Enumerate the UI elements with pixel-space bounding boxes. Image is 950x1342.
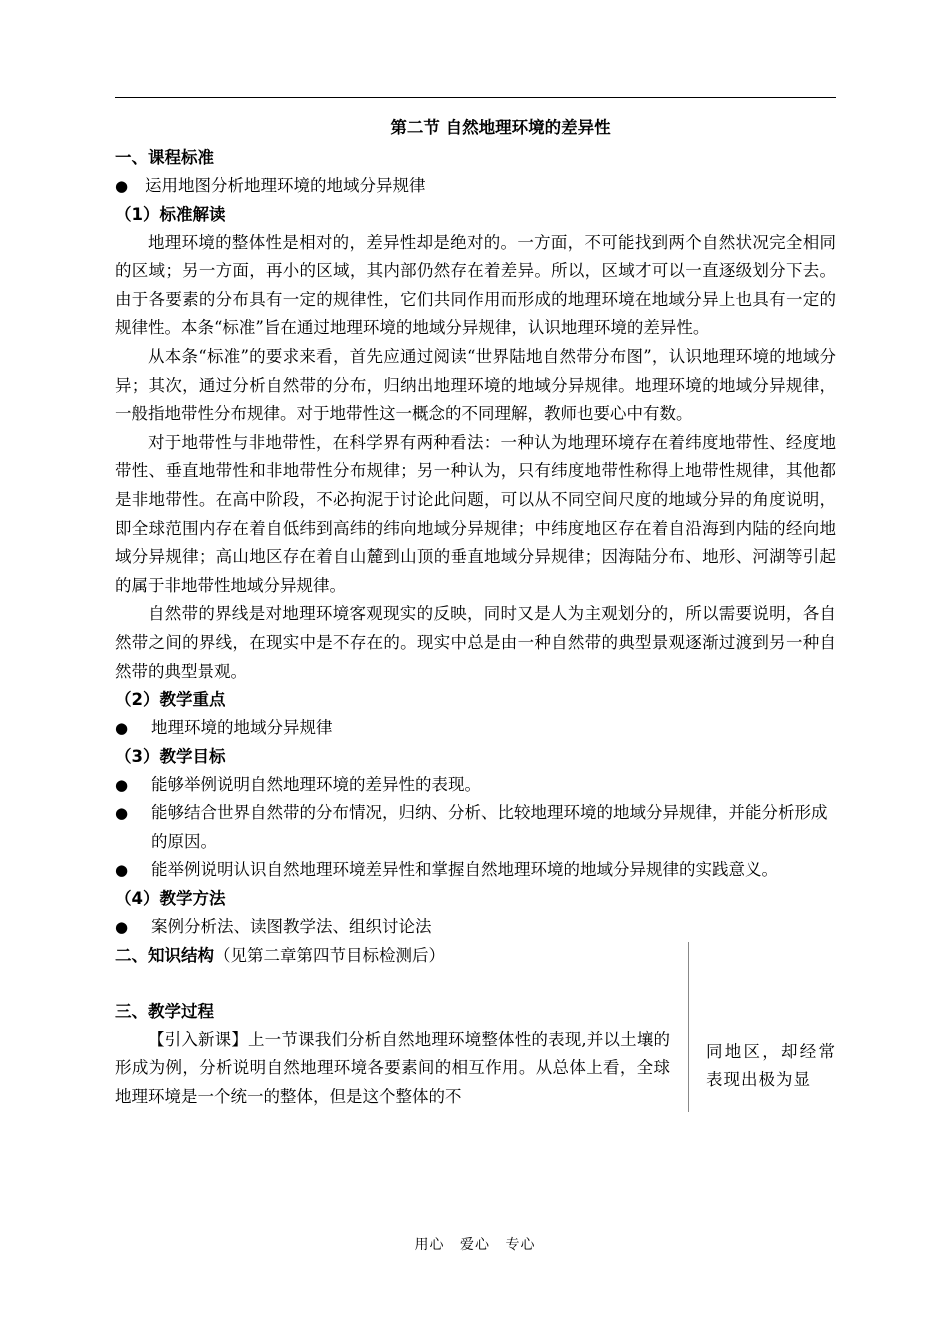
section-heading-standards: 一、课程标准 xyxy=(115,148,214,167)
footer-text: 爱心 xyxy=(460,1237,490,1253)
list-item-text: 能举例说明认识自然地理环境差异性和掌握自然地理环境的地域分异规律的实践意义。 xyxy=(151,860,778,880)
section-heading-text: 二、知识结构 xyxy=(115,945,214,965)
list-item xyxy=(115,913,836,942)
section-heading-process: 三、教学过程 xyxy=(115,1001,214,1021)
list-item xyxy=(115,771,836,800)
bullet-icon: ● xyxy=(115,719,129,738)
list-item-text: 运用地图分析地理环境的地域分异规律 xyxy=(145,176,426,195)
bullet-icon: ● xyxy=(115,861,129,880)
list-item xyxy=(115,714,836,743)
bullet-icon: ● xyxy=(115,177,129,195)
list-item-text: 地理环境的地域分异规律 xyxy=(151,718,333,738)
list-item xyxy=(115,799,836,856)
page-footer xyxy=(0,1234,950,1254)
subheading-methods: （4）教学方法 xyxy=(115,889,226,909)
list-item-text: 能够结合世界自然带的分布情况，归纳、分析、比较地理环境的地域分异规律，并能分析形成的原因。 xyxy=(151,803,828,851)
footer-text: 用心 xyxy=(414,1237,445,1253)
page-title: 第二节 自然地理环境的差异性 xyxy=(390,118,611,137)
paragraph: 地理环境的整体性是相对的，差异性却是绝对的。一方面，不可能找到两个自然状况完全相同的区域；另一方面，再小的区域，其内部仍然存在着差异。所以，区域才可以一直逐级划分下去。由于各要素的分布具有一定的规律性，它们共同作用而形成的地理环境在地域分异上也具有一定的规律性。本条“标准”旨在通过地理环境的地域分异规律，认识地理环境的差异性。 xyxy=(115,232,836,338)
paragraph: 对于地带性与非地带性，在科学界有两种看法：一种认为地理环境存在着纬度地带性、经度地带性、垂直地带性和非地带性分布规律；另一种认为，只有纬度地带性称得上地带性规律，其他都是非地带性。在高中阶段，不必拘泥于讨论此问题，可以从不同空间尺度的地域分异的角度说明，即全球范围内存在着自低纬到高纬的纬向地域分异规律；中纬度地区存在着自沿海到内陆的经向地域分异规律；高山地区存在着自山麓到山顶的垂直地域分异规律；因海陆分布、地形、河湖等引起的属于非地带性地域分异规律。 xyxy=(115,432,836,595)
footer-text: 专心 xyxy=(505,1237,536,1253)
header-rule xyxy=(115,97,836,98)
bullet-icon: ● xyxy=(115,775,129,794)
section-note: （见第二章第四节目标检测后） xyxy=(214,945,445,965)
two-column-area xyxy=(115,942,836,1112)
bullet-icon: ● xyxy=(115,918,129,937)
subheading-key-points: （2）教学重点 xyxy=(115,690,226,710)
list-item xyxy=(115,856,836,885)
paragraph: 自然带的界线是对地理环境客观现实的反映，同时又是人为主观划分的，所以需要说明，各自然带之间的界线，在现实中是不存在的。现实中总是由一种自然带的典型景观逐渐过渡到另一种自然带的典型景观。 xyxy=(115,604,836,681)
list-item xyxy=(115,172,836,201)
paragraph: 【引入新课】上一节课我们分析自然地理环境整体性的表现,并以土壤的形成为例，分析说明自然地理环境各要素间的相互作用。从总体上看，全球地理环境是一个统一的整体，但是这个整体的不 xyxy=(115,1029,670,1106)
list-item-text: 能够举例说明自然地理环境的差异性的表现。 xyxy=(151,774,481,794)
right-column-text: 同地区，却经常表现出极为显 xyxy=(706,1041,836,1090)
bullet-icon: ● xyxy=(115,804,129,823)
column-divider xyxy=(688,942,689,1112)
list-item-text: 案例分析法、读图教学法、组织讨论法 xyxy=(151,917,432,937)
paragraph: 从本条“标准”的要求来看，首先应通过阅读“世界陆地自然带分布图”，认识地理环境的地域分异；其次，通过分析自然带的分布，归纳出地理环境的地域分异规律。地理环境的地域分异规律，一般指地带性分布规律。对于地带性这一概念的不同理解，教师也要心中有数。 xyxy=(115,346,836,424)
subheading-interpretation: （1）标准解读 xyxy=(115,204,226,224)
subheading-objectives: （3）教学目标 xyxy=(115,746,226,766)
left-column xyxy=(115,942,670,1112)
section-heading-structure xyxy=(115,942,670,970)
document-page xyxy=(115,112,836,1111)
